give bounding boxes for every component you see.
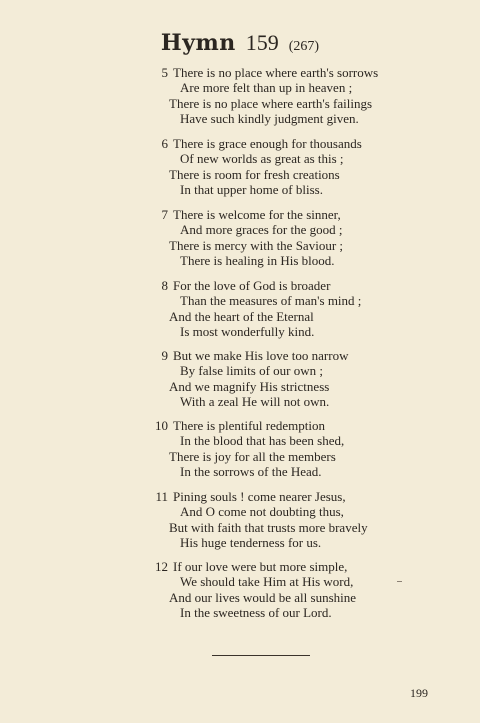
verse-line: Pining souls ! come nearer Jesus,	[173, 489, 346, 504]
verse-line: There is no place where earth's sorrows	[173, 65, 379, 80]
verse-line: In that upper home of bliss.	[180, 182, 323, 198]
verse-line: But with faith that trusts more bravely	[169, 519, 368, 535]
verse-11	[154, 489, 454, 551]
verse-line: There is mercy with the Saviour ;	[169, 237, 344, 253]
verse-line: By false limits of our own ;	[180, 363, 323, 379]
hymn-heading	[0, 30, 480, 56]
verse-8	[154, 278, 454, 340]
verse-line: In the sweetness of our Lord.	[180, 605, 332, 621]
verse-line: If our love were but more simple,	[173, 559, 348, 574]
print-mark	[397, 581, 402, 582]
verse-number: 6	[161, 136, 168, 151]
verse-number: 10	[155, 418, 168, 433]
verse-line: And O come not doubting thus,	[180, 504, 344, 520]
hymn-heading-word: Hymn	[160, 30, 236, 56]
verse-7	[154, 207, 454, 269]
verse-line: There is grace enough for thousands	[173, 136, 362, 151]
verse-line: There is healing in His blood.	[180, 253, 335, 269]
verse-line: Are more felt than up in heaven ;	[180, 80, 353, 96]
hymn-alt-number: (267)	[288, 39, 320, 54]
verse-number: 11	[155, 489, 168, 504]
hymn-number: 159	[245, 30, 279, 55]
verse-number: 8	[161, 278, 168, 293]
verse-9	[154, 348, 454, 410]
verse-line: And the heart of the Eternal	[169, 308, 314, 324]
verse-line: There is welcome for the sinner,	[173, 207, 341, 222]
verse-line: In the sorrows of the Head.	[180, 464, 322, 480]
verse-number: 12	[155, 559, 168, 574]
verse-line: Is most wonderfully kind.	[180, 324, 315, 340]
verse-line: For the love of God is broader	[173, 278, 331, 293]
verse-line: Of new worlds as great as this ;	[180, 151, 344, 167]
verse-10	[154, 418, 454, 480]
verse-line: We should take Him at His word,	[180, 574, 354, 590]
page-number: 199	[410, 686, 428, 700]
verse-5	[154, 65, 454, 127]
verse-line: There is plentiful redemption	[173, 418, 325, 433]
verse-line: Have such kindly judgment given.	[180, 111, 359, 127]
verse-line: There is room for fresh creations	[169, 166, 340, 182]
verse-line: There is joy for all the members	[169, 448, 336, 464]
verse-number: 5	[161, 65, 168, 80]
verse-line: Than the measures of man's mind ;	[180, 293, 362, 309]
verse-line: In the blood that has been shed,	[180, 433, 345, 449]
verse-6	[154, 136, 454, 198]
verse-line: And more graces for the good ;	[180, 222, 343, 238]
verse-line: And our lives would be all sunshine	[169, 589, 357, 605]
verse-number: 9	[161, 348, 168, 363]
verse-12	[154, 559, 454, 621]
verse-line: And we magnify His strictness	[169, 378, 330, 394]
verse-line: But we make His love too narrow	[173, 348, 349, 363]
verse-line: With a zeal He will not own.	[180, 394, 330, 410]
closing-rule	[212, 655, 310, 656]
verse-number: 7	[161, 207, 168, 222]
verse-line: There is no place where earth's failings	[169, 95, 373, 111]
verse-line: His huge tenderness for us.	[180, 535, 322, 551]
